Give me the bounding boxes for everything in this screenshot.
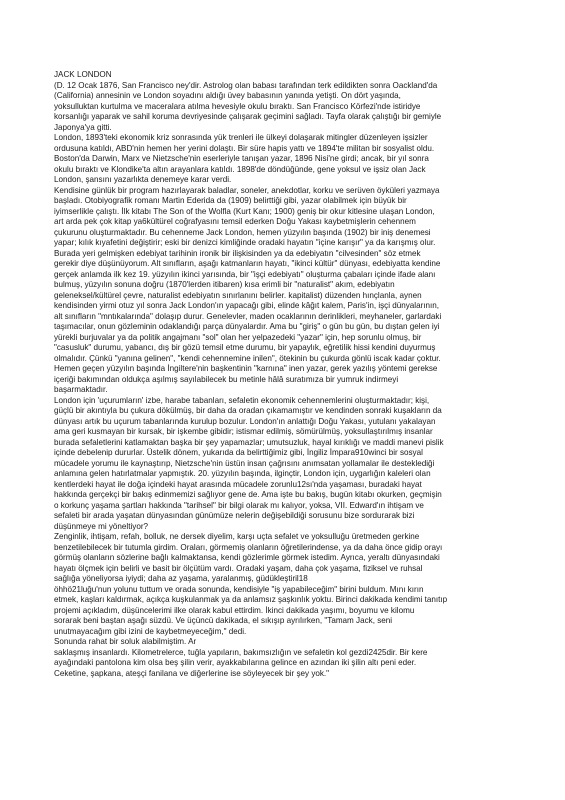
text-line: ama geri kusmayan bir kursak, bir işkembe gibidir; istismar edilmiş, sömürülmüş, yoksullaştırılmış insanlar (54, 427, 433, 436)
text-line: geleneksel/kültürel çevre, naturalist edebiyatın sınırlanını belirler. kapitalist) düzenden hınçlanla, aynen (54, 290, 422, 300)
text-line: öhhö21luğu'nun yolunu tuttum ve orada sonunda, kendisiyle "iş yapabileceğim" birini buldum. Mını kırın (54, 584, 424, 594)
text-line: korsanlığı yaparak ve sahil koruma devriyesinde çalışarak geçimini sağladı. Tayfa olarak çalıştığı bir gemiyle (54, 112, 442, 121)
text-line: hayatı ölçmek için belirli ve basit bir ölçütüm vardı. Oradaki yaşam, daha çok yaşama, fiziksel ve ruhsal (54, 563, 423, 573)
text-line: London, 1893'teki ekonomik kriz sonrasında yük trenleri ile ülkeyi dolaşarak mitingler düzenleyen işsizler (54, 133, 428, 142)
text-line: başarmaktadır. (54, 385, 108, 394)
text-line: Ceketine, şapkana, ateşçi fanilana ve diğerlerine ise söyleyecek bir şey yok." (54, 668, 330, 678)
text-line: kendisinden yirmi otuz yıl sonra Jack London'ın yapacağı gibi, elinde kâğıt kalem, Paris'in, işçi dünyalarının, (54, 301, 440, 310)
text-line: Boston'da Darwin, Marx ve Nietzsche'nin eserleriyle tanışan yazar, 1896 Nisi'ne girdi; ancak, bir yıl sonra (54, 154, 429, 163)
text-line: hakkında gerçekçi bir bakış edinmemizi sağlıyor gene de. Ama işte bu bakış, bugün kitabı okurken, geçmişin (54, 490, 442, 499)
text-line: sorarak beni baştan aşağı süzdü. Ve üçüncü dakikada, el sıkışıp ayrılırken, "Tamam Jack, seni (54, 616, 393, 625)
text-line: içeriği bakımından oldukça aşılmış sayılabilecek bu metinle hâlâ suratımıza bir yumruk indirmeyi (54, 374, 399, 384)
text-line: güçlü bir akıntıyla bu çukura dökülmüş, bir daha da oradan çıkamamıştır ve kendinden sonraki kuşakların da (54, 406, 442, 415)
text-line: yoksulluktan kurtulma ve maceralara atılma hevesiyle okulu bıraktı. San Francisco Körfezi'nde istiridye (54, 101, 421, 111)
document-body (54, 70, 543, 679)
text-line: içinde debelenip dururlar. Üstelik dönem, yukarıda da belirttiğimiz gibi, İngiliz İmpara910winci bir sosyal (54, 448, 423, 457)
text-line: dünyası artık bu uçurum tabanlarında kurulup bozulur. London'ın anlattığı Doğu Yakası, yutulanı yakalayan (54, 416, 436, 426)
text-line: London için 'uçurumların' izbe, harabe tabanları, sefaletin ekonomik cehennemlerini oluşturmaktadır; kişi, (54, 395, 430, 405)
text-line: saklaşmış insanlardı. Kilometrelerce, tuğla yapıların, bakımsızlığın ve sefaletin kol gezdi2425dir. Bir kere (54, 647, 428, 657)
text-line: çukurunu oluşturmaktadır. Bu cehenneme Jack London, hemen yüzyılın başında (1902) bir iniş denemesi (54, 227, 431, 237)
text-line: "casusluk" durumu, yabancı, dış bir gözü temsil etme durumu, bir yapaylık, eğretilik hissi kendini duyurmuş (54, 343, 436, 352)
text-line: anlamına gelen hatırlatmalar yapmıştık. 20. yüzyılın başında, ilginçtir, London için, uygarlığın kaleleri olan (54, 469, 431, 478)
text-line: benzetilebilecek bir tutumla girdim. Oraları, görmemiş olanların öğretilerindense, ya da daha önce gidip orayı (54, 542, 443, 552)
text-line: sağlığa yöneliyorsa iyiydi; daha az yaşama, yaralanmış, güdükleştiril18 (54, 574, 308, 583)
text-line: iyimserlikle çalıştı. İlk kitabı The Son of the Wolfla (Kurt Kanı; 1900) geniş bir okur kitlesine ulaşan London, (54, 206, 435, 216)
text-line: mücadele yorumu ile kaynaştırıp, Nietzsche'nin üstün insan çağrısını anımsatan yollamalar ile desteklediği (54, 458, 435, 468)
text-line: Kendisine günlük bir program hazırlayarak baladlar, soneler, anekdotlar, korku ve serüven öyküleri yazmaya (54, 185, 440, 195)
text-line: bulmuş, yüzyılın sonuna doğru (1870'lerden itibaren) kısa erimli bir "naturalist" akım, edebiyatın (54, 280, 395, 289)
text-line: Zenginlik, ihtişam, refah, bolluk, ne dersek diyelim, karşı uçta sefalet ve yoksulluğu üretmeden gerkine (54, 532, 420, 541)
text-line: taşımacılar, onun gözleminin odaklandığı parça dünyalardır. Ama bu "giriş" o gün bu gün, bu dıştan gelen iyi (54, 322, 440, 331)
text-line: projemi açıkladım, düşüncelerimi ilke olarak kabul ettirdim. İkinci dakikada yaşımı, boyumu ve kilomu (54, 605, 415, 615)
text-line: Burada yeri gelmişken edebiyat tarihinin ironik bir ilişkisinden ya da edebiyatın "cilvesinden" söz etmek (54, 248, 421, 258)
text-line: olmalıdır. Çünkü "yanına gelinen", "kendi cehennemine inilen", ötekinin bu çukurda gönlü iscak kadar çoktur. (54, 353, 441, 363)
text-line: (California) annesinin ve London soyadını aldığı üvey babasının yanında yetişti. On dört yaşında, (54, 91, 401, 100)
text-line: başladı. Otobiyografik romanı Martin Ederida da (1909) belirttiği gibi, yazar olabilmek için büyük bir (54, 196, 407, 205)
text-line: ordusuna katıldı, ABD'nin hemen her yerini dolaştı. Bir süre hapis yattı ve 1894'te militan bir sosyalist oldu. (54, 143, 435, 153)
text-line: (D. 12 Ocak 1876, San Francisco ney'dir. Astrolog olan babası tarafından terk edildikten sonra Oackland'da (54, 80, 438, 90)
text-line: art arda pek çok kitap ya6kültürel coğrafyasını temsil ederken Doğu Yakası kaybetmişlerin cehennem (54, 217, 416, 226)
text-line: o korkunç yaşama şartları hakkında "tarihsel" bir bilgi olarak mı kalıyor, yoksa, VII. Edward'ın ihtişam ve (54, 500, 424, 510)
text-line: Japonya'ya gitti. (54, 122, 112, 132)
text-line: unutmayacağım gibi izini de kaybetmeyeceğim," dedi. (54, 626, 247, 636)
text-line: alt sınıfların "mntıkalarında" dolaşıp durur. Genelevler, maden ocaklarının derinlikleri, meyhaneler, garlardaki (54, 311, 442, 321)
document-title: JACK LONDON (54, 70, 112, 79)
text-line: yürekli burjuvalar ya da politik angajmanı "sol" olan her yelpazedeki "yazar" için, hep sorunlu olmuş, bir (54, 332, 422, 342)
text-line: London, şansını yazarlıkta denemeye karar verdi. (54, 175, 232, 184)
text-line: düşünmeye mi yöneltiyor? (54, 521, 149, 531)
text-line: ayağındaki pantolona kim olsa beş şilin verir, ayakkabılarına gelince en azından iki şilin altı peni eder. (54, 658, 417, 667)
text-line: gerçek anlamda ilk kez 19. yüzyılın ikinci yarısında, bir "işçi edebiyatı" oluşturma çabaları içinde ifade alanı (54, 269, 436, 279)
text-line: Hemen geçen yüzyılın başında İngiltere'nin başkentinin "karnına" inen yazar, gerek yazılış yöntemi gerekse (54, 364, 438, 373)
text-line: yapar; kılık kıyafetini değiştirir; eski bir denizci kimliğinde oradaki hayatın "içine karışır" ya da karışmış olur. (54, 238, 436, 247)
text-line: Sonunda rahat bir soluk alabilmiştim. Ar (54, 637, 197, 646)
text-line: sefaleti bir arada yaşatan dünyasından günümüze nelerin değişebildiği sorusunu bize sordurarak bizi (54, 511, 415, 520)
text-line: görmüş olanların sözlerine bağlı kalmaktansa, kendi gözlerimle görmek istedim. Ayrıca, yeraltı dünyasındaki (54, 553, 440, 562)
text-line: okulu bıraktı ve Klondike'ta altın arayanlara katıldı. 1898'de döndüğünde, gene yoksul ve işsiz olan Jack (54, 164, 426, 174)
text-line: gerekir diye düşünüyorum. Alt sınıfların, aşağı katmanların hayatı, "ikinci kültür" dünyası, edebiyatta kendine (54, 259, 441, 268)
text-line: etmek, kaşları kaldırmak, açıkça kuşkulanmak ya da anlamsız şaşkınlık yoktu. Birinci dakikada kendimi tanıtıp (54, 595, 448, 604)
text-line: kentlerdeki hayat ile doğa içindeki hayat arasında mücadele zorunlu12sı'nda yaşaması, buradaki hayat (54, 479, 422, 489)
text-line: burada sefaletlerini katlamaktan başka bir şey yapamazlar; umutsuzluk, hayal kırıklığı ve maddi manevi pislik (54, 437, 444, 447)
